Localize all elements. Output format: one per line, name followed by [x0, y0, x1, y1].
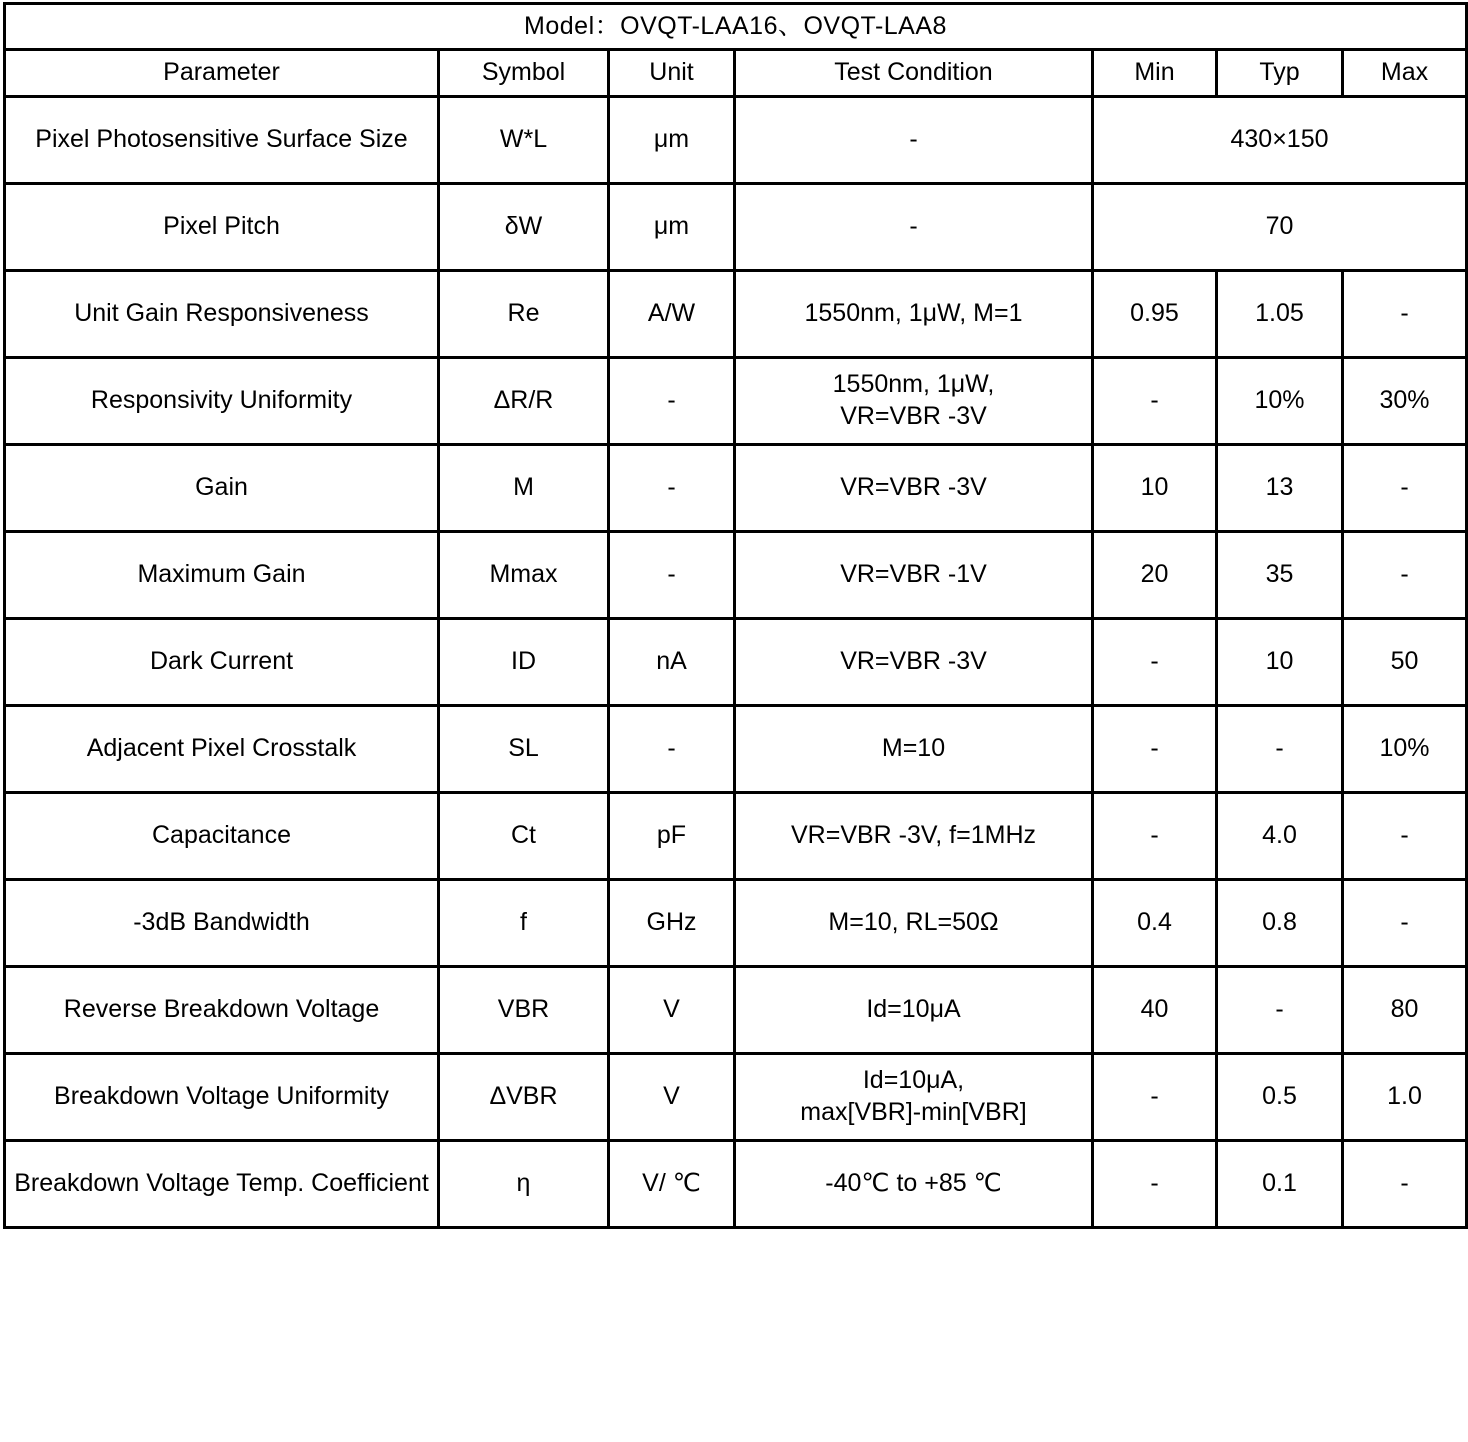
cell-min: - [1093, 1140, 1217, 1227]
cell-max: - [1343, 531, 1467, 618]
cell-max: - [1343, 792, 1467, 879]
cell-unit: pF [609, 792, 735, 879]
cell-typ: 10% [1217, 357, 1343, 444]
column-header-symbol: Symbol [439, 50, 609, 96]
cell-symbol: M [439, 444, 609, 531]
table-row [5, 357, 1467, 444]
cell-typ: 0.1 [1217, 1140, 1343, 1227]
cell-symbol: Re [439, 270, 609, 357]
cell-symbol: ID [439, 618, 609, 705]
cell-min: - [1093, 705, 1217, 792]
table-row [5, 966, 1467, 1053]
column-header-test-condition: Test Condition [735, 50, 1093, 96]
cell-parameter: Pixel Pitch [5, 183, 439, 270]
cell-min: 40 [1093, 966, 1217, 1053]
cell-symbol: SL [439, 705, 609, 792]
cell-min: - [1093, 1053, 1217, 1140]
table-row [5, 1140, 1467, 1227]
cell-symbol: δW [439, 183, 609, 270]
specification-table [3, 2, 1468, 1229]
cell-min: 20 [1093, 531, 1217, 618]
table-head [5, 4, 1467, 97]
cell-test-condition: Id=10μA, max[VBR]-min[VBR] [735, 1053, 1093, 1140]
model-title: Model：OVQT-LAA16、OVQT-LAA8 [5, 4, 1467, 50]
cell-typ: 0.8 [1217, 879, 1343, 966]
cell-symbol: Ct [439, 792, 609, 879]
cell-unit: V [609, 1053, 735, 1140]
cell-parameter: Breakdown Voltage Temp. Coefficient [5, 1140, 439, 1227]
cell-unit: - [609, 705, 735, 792]
cell-max: 1.0 [1343, 1053, 1467, 1140]
title-row [5, 4, 1467, 50]
cell-min: - [1093, 357, 1217, 444]
table-row [5, 792, 1467, 879]
cell-parameter: Reverse Breakdown Voltage [5, 966, 439, 1053]
cell-unit: - [609, 357, 735, 444]
cell-symbol: W*L [439, 96, 609, 183]
cell-test-condition: VR=VBR -3V [735, 444, 1093, 531]
cell-parameter: -3dB Bandwidth [5, 879, 439, 966]
cell-typ: 1.05 [1217, 270, 1343, 357]
cell-unit: A/W [609, 270, 735, 357]
cell-typ: - [1217, 966, 1343, 1053]
cell-typ: 13 [1217, 444, 1343, 531]
cell-test-condition: VR=VBR -3V, f=1MHz [735, 792, 1093, 879]
cell-symbol: VBR [439, 966, 609, 1053]
cell-max: - [1343, 879, 1467, 966]
spec-sheet [0, 2, 1468, 1229]
table-row [5, 531, 1467, 618]
cell-unit: V [609, 966, 735, 1053]
cell-unit: nA [609, 618, 735, 705]
cell-typ: - [1217, 705, 1343, 792]
cell-unit: - [609, 531, 735, 618]
cell-typ: 35 [1217, 531, 1343, 618]
cell-symbol: ΔR/R [439, 357, 609, 444]
cell-symbol: Mmax [439, 531, 609, 618]
column-header-unit: Unit [609, 50, 735, 96]
cell-merged-value: 430×150 [1093, 96, 1467, 183]
cell-max: 50 [1343, 618, 1467, 705]
cell-unit: V/ ℃ [609, 1140, 735, 1227]
cell-parameter: Breakdown Voltage Uniformity [5, 1053, 439, 1140]
cell-max: 80 [1343, 966, 1467, 1053]
cell-unit: - [609, 444, 735, 531]
table-row [5, 183, 1467, 270]
cell-min: - [1093, 618, 1217, 705]
cell-test-condition: -40℃ to +85 ℃ [735, 1140, 1093, 1227]
cell-parameter: Pixel Photosensitive Surface Size [5, 96, 439, 183]
cell-max: - [1343, 1140, 1467, 1227]
table-row [5, 96, 1467, 183]
cell-max: 30% [1343, 357, 1467, 444]
table-row [5, 1053, 1467, 1140]
column-header-typ: Typ [1217, 50, 1343, 96]
cell-symbol: ΔVBR [439, 1053, 609, 1140]
cell-merged-value: 70 [1093, 183, 1467, 270]
table-body [5, 96, 1467, 1227]
cell-parameter: Gain [5, 444, 439, 531]
column-header-parameter: Parameter [5, 50, 439, 96]
cell-min: - [1093, 792, 1217, 879]
cell-symbol: f [439, 879, 609, 966]
cell-test-condition: VR=VBR -1V [735, 531, 1093, 618]
cell-typ: 10 [1217, 618, 1343, 705]
cell-parameter: Adjacent Pixel Crosstalk [5, 705, 439, 792]
cell-max: 10% [1343, 705, 1467, 792]
cell-parameter: Unit Gain Responsiveness [5, 270, 439, 357]
table-row [5, 879, 1467, 966]
cell-min: 0.4 [1093, 879, 1217, 966]
column-header-max: Max [1343, 50, 1467, 96]
cell-test-condition: M=10 [735, 705, 1093, 792]
cell-max: - [1343, 270, 1467, 357]
cell-unit: μm [609, 183, 735, 270]
column-header-min: Min [1093, 50, 1217, 96]
cell-min: 10 [1093, 444, 1217, 531]
cell-parameter: Maximum Gain [5, 531, 439, 618]
cell-parameter: Responsivity Uniformity [5, 357, 439, 444]
cell-test-condition: Id=10μA [735, 966, 1093, 1053]
cell-parameter: Dark Current [5, 618, 439, 705]
cell-max: - [1343, 444, 1467, 531]
cell-min: 0.95 [1093, 270, 1217, 357]
header-row [5, 50, 1467, 96]
table-row [5, 270, 1467, 357]
cell-symbol: η [439, 1140, 609, 1227]
table-row [5, 444, 1467, 531]
cell-unit: GHz [609, 879, 735, 966]
cell-test-condition: - [735, 96, 1093, 183]
cell-unit: μm [609, 96, 735, 183]
cell-typ: 4.0 [1217, 792, 1343, 879]
cell-test-condition: M=10, RL=50Ω [735, 879, 1093, 966]
cell-typ: 0.5 [1217, 1053, 1343, 1140]
cell-parameter: Capacitance [5, 792, 439, 879]
cell-test-condition: 1550nm, 1μW, M=1 [735, 270, 1093, 357]
cell-test-condition: 1550nm, 1μW, VR=VBR -3V [735, 357, 1093, 444]
table-row [5, 618, 1467, 705]
cell-test-condition: VR=VBR -3V [735, 618, 1093, 705]
cell-test-condition: - [735, 183, 1093, 270]
table-row [5, 705, 1467, 792]
